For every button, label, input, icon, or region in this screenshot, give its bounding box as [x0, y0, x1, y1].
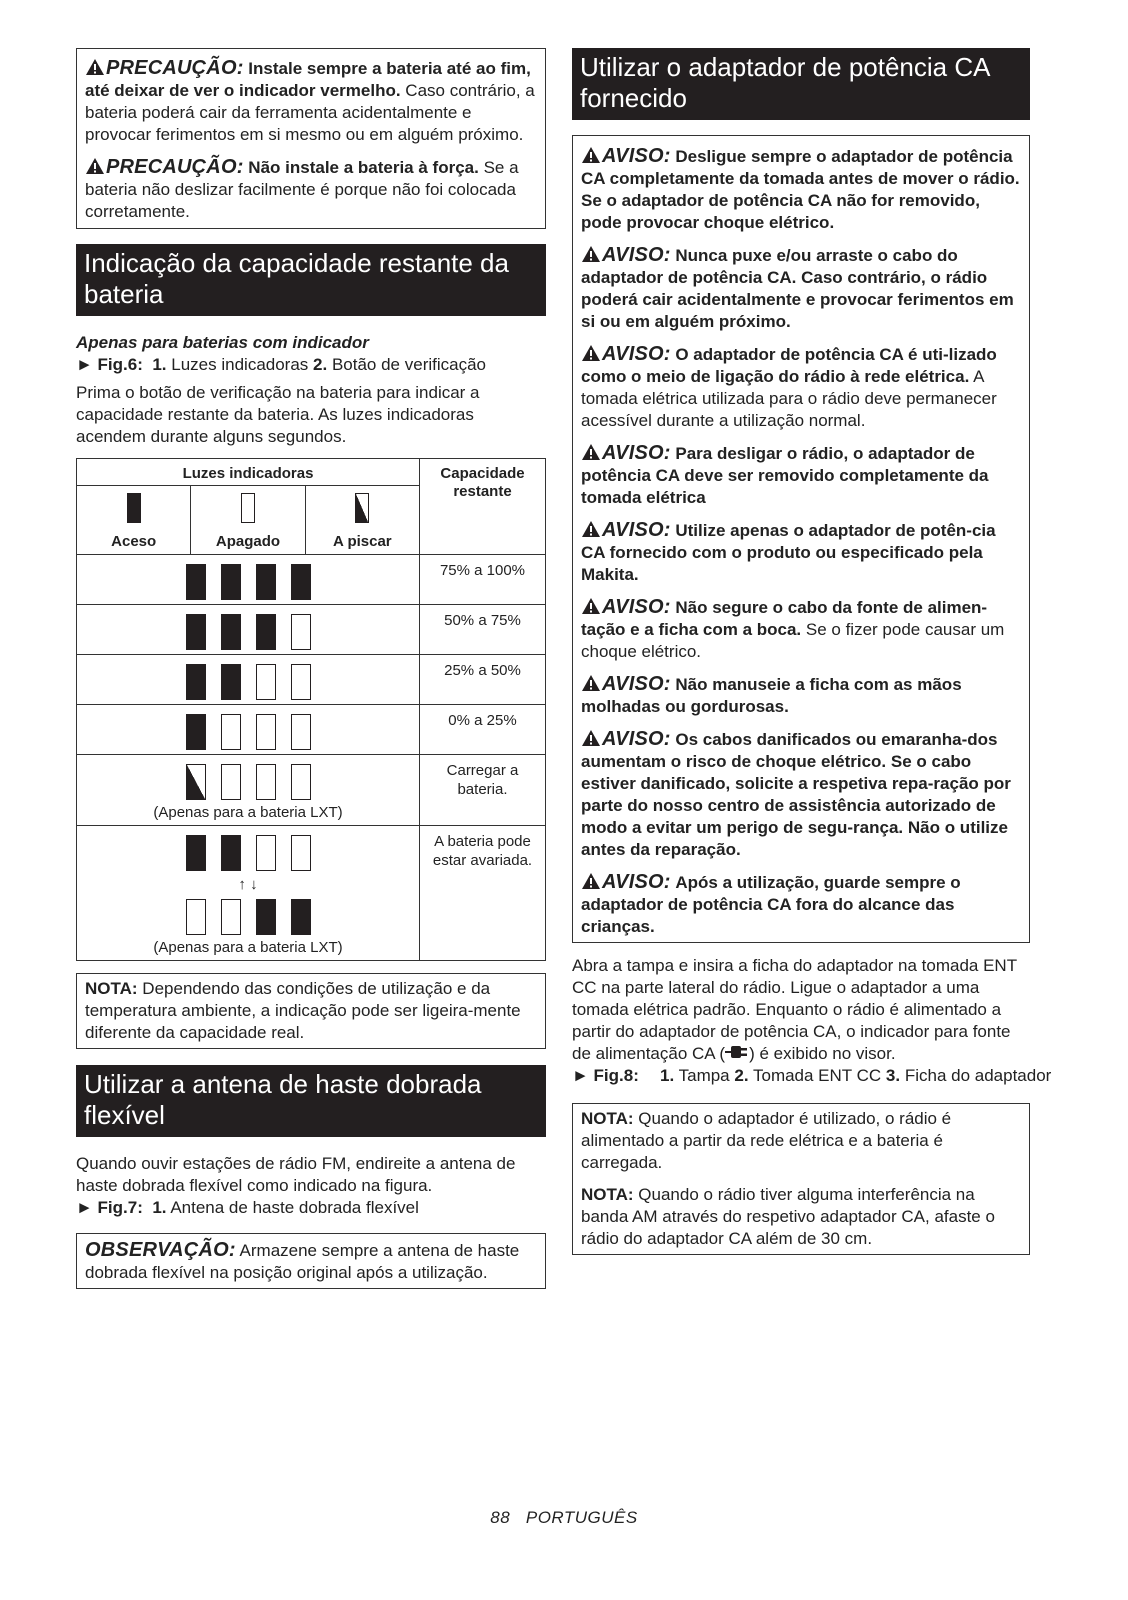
note-text: Quando o adaptador é utilizado, o rádio é alimentado a partir da rede elétrica e a bateria é carregada.	[581, 1109, 952, 1172]
warning-bold: Não segure o cabo da fonte de alimen-tação e a ficha com a boca.	[581, 598, 988, 639]
remaining-value: 75% a 100%	[439, 562, 526, 579]
fig-number: 2.	[734, 1066, 749, 1085]
note-box	[76, 973, 546, 1049]
lamp-on-icon	[256, 564, 276, 600]
paragraph-text: Abra a tampa e insira a ficha do adaptador na tomada ENT CC na parte lateral do rádio. Ligue o adaptador a uma tomada elétrica padrão. Enquanto o rádio é alimentado a partir do adaptador de potência CA, o indicador para fonte de alimentação CA (	[572, 956, 1017, 1063]
lamp-group	[77, 555, 419, 600]
lamp-off-icon	[256, 714, 276, 750]
paragraph-adapter	[572, 955, 1030, 1065]
lamp-blink-icon	[355, 493, 369, 523]
warning-label: AVISO:	[602, 343, 671, 365]
fig-caption: Tampa	[678, 1066, 730, 1085]
precaution-2	[85, 156, 537, 223]
precaution-bold: Instale sempre a bateria até ao fim, até deixar de ver o indicador vermelho.	[85, 59, 531, 100]
table-row	[77, 826, 546, 961]
col-header-lamps: Luzes indicadoras	[77, 459, 419, 486]
lamp-on-icon	[186, 614, 206, 650]
warning-label: AVISO:	[602, 871, 671, 893]
lamp-group	[77, 705, 419, 750]
lamps-cell	[77, 755, 420, 826]
lamp-group	[77, 605, 419, 650]
warning-label: AVISO:	[602, 596, 671, 618]
lamp-off-icon	[221, 714, 241, 750]
lamps-cell	[77, 705, 420, 755]
precaution-text: Se a bateria não deslizar facilmente é porque não foi colocada corretamente.	[85, 158, 519, 221]
lamps-cell	[77, 555, 420, 605]
warning-triangle-icon	[581, 344, 601, 362]
table-row	[77, 655, 546, 705]
lamp-on-icon	[127, 493, 141, 523]
note-label: NOTA:	[581, 1185, 634, 1204]
page-footer	[0, 1508, 1128, 1528]
lamp-off-icon	[186, 899, 206, 935]
section-heading-antenna: Utilizar a antena de haste dobrada flexível	[76, 1065, 546, 1137]
fig-arrow: ► Fig.6:	[76, 355, 143, 374]
paragraph-text: ) é exibido no visor.	[749, 1044, 896, 1063]
lamp-group	[77, 755, 419, 800]
note-2	[581, 1108, 1021, 1174]
fig-caption: Antena de haste dobrada flexível	[170, 1198, 419, 1217]
legend-label: A piscar	[333, 533, 392, 550]
lamp-on-icon	[186, 714, 206, 750]
warning-3	[581, 343, 1021, 432]
lamp-on-icon	[186, 664, 206, 700]
fig-number: 2.	[313, 355, 328, 374]
warning-4	[581, 442, 1021, 509]
warning-6	[581, 596, 1021, 663]
alternating-arrows: ↑ ↓	[238, 876, 258, 893]
warning-9	[581, 871, 1021, 938]
note-label: NOTA:	[581, 1109, 634, 1128]
remaining-value: 50% a 75%	[444, 612, 521, 629]
lamp-on-icon	[221, 564, 241, 600]
lamp-legend	[77, 486, 419, 554]
remaining-value: A bateria pode estar avariada.	[432, 833, 533, 869]
observation-label: OBSERVAÇÃO:	[85, 1239, 236, 1261]
warning-8	[581, 728, 1021, 861]
lamp-blink-icon	[186, 764, 206, 800]
warning-bold: Os cabos danificados ou emaranha-dos aumentam o risco de choque elétrico. Se o cabo estiver danificado, solicite a respetiva repa-ração por parte do nosso centro de assistência autorizado de modo a evitar um perigo de segu-rança. Não o utilize antes da reparação.	[581, 730, 1011, 859]
battery-capacity-table	[76, 458, 546, 961]
notes-box	[572, 1103, 1030, 1255]
lamp-off-icon	[256, 835, 276, 871]
figure-reference-8	[572, 1065, 1054, 1087]
warning-bold: Desligue sempre o adaptador de potência CA completamente da tomada antes de mover o rádio. Se o adaptador de potência CA não for removido, pode provocar choque elétrico.	[581, 147, 1020, 232]
table-row	[77, 555, 546, 605]
lamp-off-icon	[291, 835, 311, 871]
lamp-group	[77, 826, 419, 871]
warning-bold: O adaptador de potência CA é uti-lizado como o meio de ligação do rádio à rede elétrica.	[581, 345, 997, 386]
figure-reference-6	[76, 354, 546, 376]
lamp-on-icon	[256, 899, 276, 935]
note-text: Dependendo das condições de utilização e da temperatura ambiente, a indicação pode ser ligeira-mente diferente da capacidade real.	[85, 979, 521, 1042]
capacity-rows	[77, 555, 546, 961]
table-header-cell	[77, 459, 420, 555]
remaining-cell	[420, 826, 546, 961]
subheading-indicator: Apenas para baterias com indicador	[76, 333, 369, 352]
right-column	[572, 48, 1054, 1255]
lamp-off-icon	[256, 664, 276, 700]
lamp-on-icon	[221, 614, 241, 650]
lamp-on-icon	[221, 664, 241, 700]
warning-label: AVISO:	[602, 244, 671, 266]
lamps-cell	[77, 826, 420, 961]
lamp-off-icon	[256, 764, 276, 800]
lamp-off-icon	[241, 493, 255, 523]
legend-label: Apagado	[215, 533, 281, 550]
col-header-remaining: Capacidade restante	[420, 459, 546, 555]
warning-triangle-icon	[581, 245, 601, 263]
lamp-on-icon	[186, 564, 206, 600]
precaution-label: PRECAUÇÃO:	[106, 57, 244, 79]
fig-caption: Botão de verificação	[331, 355, 486, 374]
remaining-cell	[420, 755, 546, 826]
observation-box	[76, 1233, 546, 1289]
note-3	[581, 1184, 1021, 1250]
warning-label: AVISO:	[602, 145, 671, 167]
warning-triangle-icon	[581, 146, 601, 164]
warning-7	[581, 673, 1021, 718]
precaution-bold: Não instale a bateria à força.	[248, 158, 479, 177]
lxt-note: (Apenas para a bateria LXT)	[153, 804, 343, 821]
lamp-off-icon	[221, 899, 241, 935]
legend-on	[77, 486, 191, 554]
warning-bold: Para desligar o rádio, o adaptador de potência CA deve ser removido completamente da tomada elétrica	[581, 444, 989, 507]
warning-label: AVISO:	[602, 442, 671, 464]
lamp-off-icon	[291, 664, 311, 700]
table-row	[77, 705, 546, 755]
fig-number: 1.	[660, 1066, 675, 1085]
warning-2	[581, 244, 1021, 333]
fig-caption: Ficha do adaptador	[904, 1066, 1052, 1085]
section-heading-battery: Indicação da capacidade restante da bateria	[76, 244, 546, 316]
legend-blink	[306, 486, 419, 554]
lamp-off-icon	[291, 614, 311, 650]
observation	[85, 1239, 537, 1284]
warning-5	[581, 519, 1021, 586]
warning-triangle-icon	[581, 443, 601, 461]
warning-label: AVISO:	[602, 728, 671, 750]
remaining-value: Carregar a bateria.	[446, 762, 519, 798]
lamp-on-icon	[291, 899, 311, 935]
figure-reference-7	[76, 1197, 546, 1219]
table-row	[77, 755, 546, 826]
lamp-on-icon	[221, 835, 241, 871]
page-number: 88	[490, 1508, 511, 1527]
warning-triangle-icon	[85, 58, 105, 76]
warning-label: AVISO:	[602, 673, 671, 695]
warning-bold: Não manuseie a ficha com as mãos molhadas ou gordurosas.	[581, 675, 962, 716]
lxt-note: (Apenas para a bateria LXT)	[153, 939, 343, 956]
warning-text: A tomada elétrica utilizada para o rádio deve permanecer acessível durante a utilização normal.	[581, 367, 997, 430]
paragraph-antenna: Quando ouvir estações de rádio FM, endireite a antena de haste dobrada flexível como indicado na figura.	[76, 1154, 516, 1195]
precaution-box	[76, 48, 546, 229]
warning-triangle-icon	[581, 674, 601, 692]
ac-power-plug-icon	[725, 1044, 749, 1060]
footer-language: PORTUGUÊS	[525, 1508, 638, 1527]
left-column	[76, 48, 546, 1289]
lamp-off-icon	[221, 764, 241, 800]
remaining-cell	[420, 655, 546, 705]
warning-box	[572, 135, 1030, 943]
fig-caption: Tomada ENT CC	[752, 1066, 882, 1085]
lamp-off-icon	[291, 764, 311, 800]
table-row	[77, 605, 546, 655]
fig-caption: Luzes indicadoras	[171, 355, 309, 374]
lamp-on-icon	[256, 614, 276, 650]
remaining-value: 0% a 25%	[448, 712, 517, 729]
fig-number: 3.	[885, 1066, 901, 1085]
note-label: NOTA:	[85, 979, 138, 998]
precaution-1	[85, 57, 537, 146]
warning-bold: Após a utilização, guarde sempre o adaptador de potência CA fora do alcance das crianças.	[581, 873, 961, 936]
paragraph-press-button: Prima o botão de verificação na bateria para indicar a capacidade restante da bateria. As luzes indicadoras acendem durante alguns segundos.	[76, 383, 480, 446]
warning-bold: Nunca puxe e/ou arraste o cabo do adaptador de potência CA. Caso contrário, o rádio poderá cair acidentalmente e provocar ferimentos em si ou em alguém próximo.	[581, 246, 1014, 331]
section-heading-ac-adapter: Utilizar o adaptador de potência CA fornecido	[572, 48, 1030, 120]
remaining-cell	[420, 555, 546, 605]
warning-triangle-icon	[581, 872, 601, 890]
lamps-cell	[77, 655, 420, 705]
fig-arrow: ► Fig.8:	[572, 1066, 639, 1085]
observation-text: Armazene sempre a antena de haste dobrada flexível na posição original após a utilização.	[85, 1241, 520, 1282]
warning-triangle-icon	[581, 729, 601, 747]
warning-label: AVISO:	[602, 519, 671, 541]
lamp-group	[77, 655, 419, 700]
legend-off	[191, 486, 305, 554]
warning-triangle-icon	[85, 157, 105, 175]
precaution-text: Caso contrário, a bateria poderá cair da ferramenta acidentalmente e provocar ferimentos em si mesmo ou em alguém próximo.	[85, 81, 535, 144]
lamp-off-icon	[291, 714, 311, 750]
warning-bold: Utilize apenas o adaptador de potên-cia CA fornecido com o produto ou especificado pela Makita.	[581, 521, 996, 584]
note-1	[85, 978, 537, 1044]
lamp-group	[77, 899, 419, 935]
warning-triangle-icon	[581, 597, 601, 615]
remaining-cell	[420, 705, 546, 755]
fig-number: 1.	[152, 355, 167, 374]
note-text: Quando o rádio tiver alguma interferência na banda AM através do respetivo adaptador CA, afaste o rádio do adaptador CA além de 30 cm.	[581, 1185, 995, 1248]
precaution-label: PRECAUÇÃO:	[106, 156, 244, 178]
fig-number: 1.	[152, 1198, 167, 1217]
remaining-value: 25% a 50%	[444, 662, 521, 679]
warning-1	[581, 145, 1021, 234]
lamps-cell	[77, 605, 420, 655]
remaining-cell	[420, 605, 546, 655]
warning-triangle-icon	[581, 520, 601, 538]
fig-captions	[660, 1065, 1051, 1087]
legend-label: Aceso	[111, 533, 157, 550]
lamp-on-icon	[186, 835, 206, 871]
warning-text: Se o fizer pode causar um choque elétrico.	[581, 620, 1005, 661]
lamp-on-icon	[291, 564, 311, 600]
fig-arrow: ► Fig.7:	[76, 1198, 143, 1217]
